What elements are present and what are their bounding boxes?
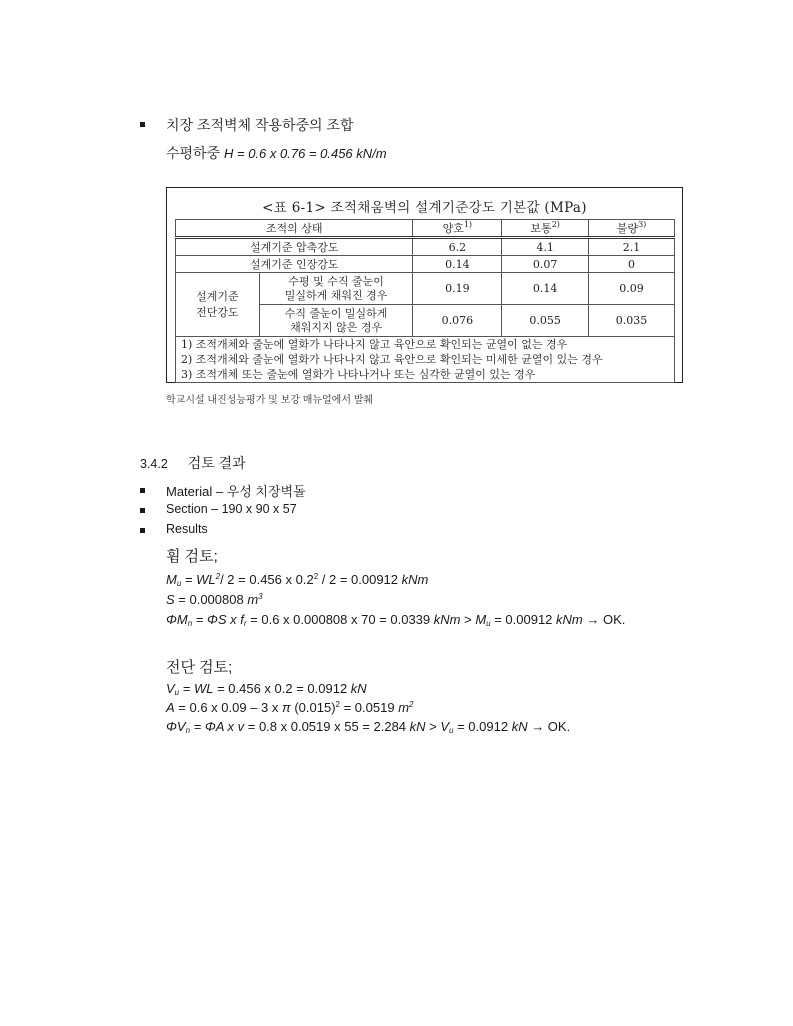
table-cell: 0.19	[413, 273, 502, 305]
table-header-cell: 양호$^{1)}$	[413, 220, 502, 238]
table-row	[176, 238, 675, 256]
table-note: 3) 조적개체 또는 줄눈에 열화가 나타나거나 또는 심각한 균열이 있는 경우	[181, 368, 536, 381]
table-notes	[176, 337, 675, 383]
table-cell: 0.14	[413, 256, 502, 273]
table-row-label: 설계기준 인장강도	[176, 256, 413, 273]
table-cell: 0.09	[589, 273, 675, 305]
area-formula: A = 0.6 x 0.09 – 3 x π $(0.015)^2 = 0.0519$ $m^2$	[166, 700, 414, 715]
phi-mn-formula: $\Phi M_n = \Phi S$ x $f_r = 0.6$ x 0.000808 x 70 = 0.0339 kNm > $M_u = 0.00912$ kNm → OK.	[166, 612, 626, 628]
table-title: <표 6-1> 조적채움벽의 설계기준강도 기본값 (MPa)	[262, 200, 587, 216]
mu-formula: $M_u = WL^2/$ 2 = 0.456 x $0.2^2 / 2 = 0.00912$ kNm	[166, 572, 429, 588]
table-note: 2) 조적개체와 줄눈에 열화가 나타나지 않고 육안으로 확인되는 미세한 균열이 있는 경우	[181, 353, 603, 366]
s-formula: S = 0.000808 $m^3$	[166, 592, 263, 607]
bullet-marker	[140, 488, 145, 493]
table-cell: 0.035	[589, 305, 675, 337]
table-row-label: 수직 줄눈이 밀실하게 채워지지 않은 경우	[259, 305, 413, 337]
horizontal-load-label: 수평하중	[166, 145, 221, 161]
table-note: 1) 조적개체와 줄눈에 열화가 나타나지 않고 육안으로 확인되는 균열이 없는 경우	[181, 338, 568, 351]
table-row-label: 설계기준 압축강도	[176, 238, 413, 256]
horizontal-load-formula: H = 0.6 x 0.76 = 0.456 kN/m	[224, 146, 387, 161]
section-item: Section – 190 x 90 x 57	[166, 502, 297, 516]
table-header-row	[176, 220, 675, 238]
masonry-strength-table	[175, 219, 675, 383]
table-header-cell: 보통$^{2)}$	[502, 220, 589, 238]
section-heading	[140, 453, 246, 473]
shear-heading: 전단 검토;	[166, 659, 233, 676]
table-caption: 학교시설 내진성능평가 및 보강 매뉴얼에서 발췌	[166, 395, 374, 406]
table-cell: 2.1	[589, 238, 675, 256]
table-header-cell: 불량$^{3)}$	[589, 220, 675, 238]
bullet-marker	[140, 122, 145, 127]
bending-heading: 휨 검토;	[166, 548, 218, 565]
table-row	[176, 256, 675, 273]
section-number: 3.4.2	[140, 457, 168, 471]
bullet-marker	[140, 528, 145, 533]
table-cell: 6.2	[413, 238, 502, 256]
table-cell: 0.07	[502, 256, 589, 273]
table-cell: 0	[589, 256, 675, 273]
results-item: Results	[166, 522, 208, 536]
table-cell: 0.055	[502, 305, 589, 337]
bullet-marker	[140, 508, 145, 513]
horizontal-load-line	[166, 143, 387, 163]
table-row	[176, 273, 675, 305]
vu-formula: $V_u$ = WL = 0.456 x 0.2 = 0.0912 kN	[166, 681, 367, 697]
table-figure	[166, 187, 683, 383]
table-cell: 0.076	[413, 305, 502, 337]
table-cell: 4.1	[502, 238, 589, 256]
shear-group-label: 설계기준 전단강도	[176, 273, 260, 337]
material-item: Material – 우성 치장벽돌	[166, 484, 306, 499]
table-row-label: 수평 및 수직 줄눈이 밀실하게 채워진 경우	[259, 273, 413, 305]
section-title: 검토 결과	[187, 455, 246, 471]
load-combination-title: 치장 조적벽체 작용하중의 조합	[166, 117, 354, 133]
table-notes-row	[176, 337, 675, 383]
phi-vn-formula: $\Phi V_n = \Phi A$ x v = 0.8 x 0.0519 x 55 = 2.284 kN > $V_u = 0.0912$ kN → OK.	[166, 719, 571, 735]
table-header-cell: 조적의 상태	[176, 220, 413, 238]
table-cell: 0.14	[502, 273, 589, 305]
